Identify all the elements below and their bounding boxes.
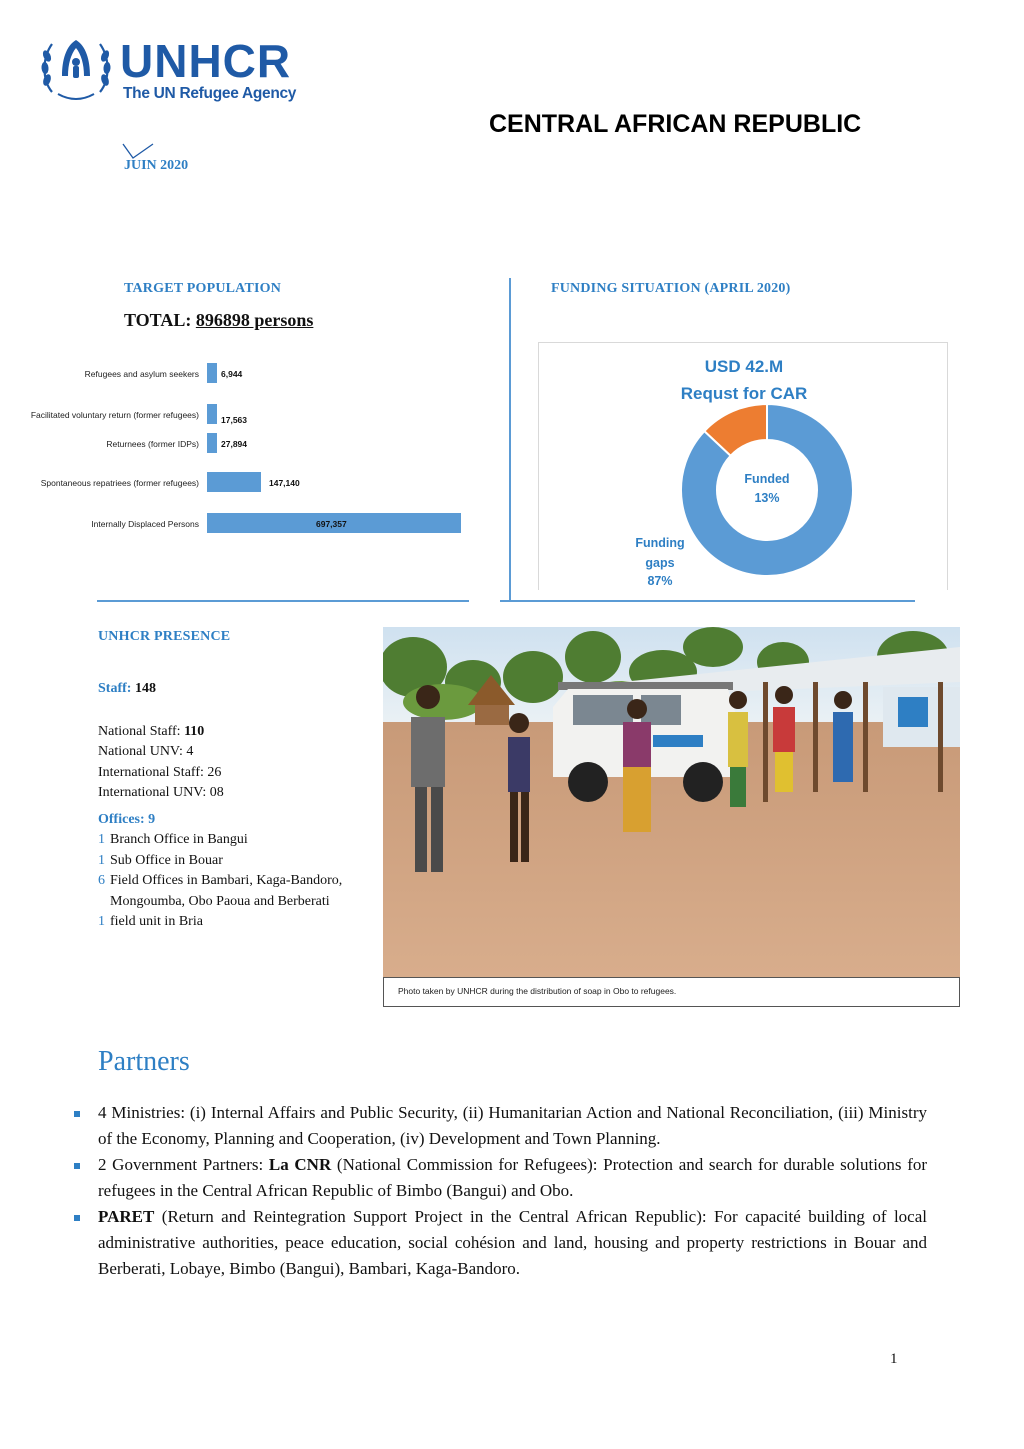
presence-details	[98, 679, 360, 933]
funding-request: Requst for CAR	[680, 384, 808, 403]
bar-value-label: 697,357	[316, 519, 347, 529]
bar-category-label: Spontaneous repatriees (former refugees)	[40, 478, 199, 488]
bar	[207, 433, 217, 453]
partner-item: 2 Government Partners: La CNR (National Commission for Refugees): Protection and search for durable solutions for refugees in the Central African Republic of Bimbo (Bangui) and Obo.	[70, 1152, 927, 1204]
office-list	[98, 830, 360, 933]
total-value: 896898 persons	[195, 310, 314, 330]
partners-list	[70, 1100, 927, 1282]
page-number: 1	[890, 1351, 898, 1367]
bar	[207, 363, 217, 383]
funded-label: Funded	[744, 472, 790, 486]
bar-value-label: 6,944	[221, 369, 243, 379]
bar-category-label: Facilitated voluntary return (former refugees)	[30, 410, 199, 420]
partners-heading: Partners	[98, 1046, 190, 1077]
office-item: 6 Field Offices in Bambari, Kaga-Bandoro, Mongoumba, Obo Paoua and Berberati	[98, 873, 343, 909]
offices-label: Offices: 9	[98, 811, 156, 827]
unhcr-logo	[38, 34, 318, 106]
presence-heading: UNHCR PRESENCE	[98, 629, 231, 644]
total-label: TOTAL:	[124, 310, 192, 330]
report-date: JUIN 2020	[124, 158, 189, 173]
bar-value-label: 17,563	[221, 415, 247, 425]
section-divider-left	[97, 600, 469, 602]
bullet-square-icon	[74, 1215, 80, 1221]
logo-title: UNHCR	[120, 35, 292, 87]
gap-label-2: gaps	[645, 556, 675, 570]
distribution-scene-image	[383, 627, 960, 977]
bullet-square-icon	[74, 1163, 80, 1169]
bar	[207, 472, 261, 492]
photo-caption-box	[383, 977, 960, 1007]
funding-heading: FUNDING SITUATION (APRIL 2020)	[551, 281, 791, 296]
bullet-square-icon	[74, 1111, 80, 1117]
bar-value-label: 147,140	[269, 478, 300, 488]
field-photo	[383, 627, 960, 977]
column-divider	[509, 278, 511, 600]
partner-item: 4 Ministries: (i) Internal Affairs and Public Security, (ii) Humanitarian Action and National Reconciliation, (iii) Ministry of the Economy, Planning and Cooperation, (iv) Development and Town Planning.	[70, 1100, 927, 1152]
funded-percent: 13%	[754, 491, 780, 505]
target-population-heading: TARGET POPULATION	[124, 281, 282, 296]
target-population-bar-chart	[0, 355, 470, 540]
funding-amount: USD 42.M	[704, 357, 784, 376]
staff-total: Staff: 148	[98, 681, 156, 696]
office-item: 1 field unit in Bria	[98, 914, 203, 929]
funding-chart-box	[538, 342, 948, 590]
bar-category-label: Refugees and asylum seekers	[84, 369, 199, 379]
international-staff: International Staff: 26	[98, 764, 222, 780]
laurel-emblem-icon	[38, 34, 114, 104]
gap-label: Funding	[635, 536, 685, 550]
page-title: CENTRAL AFRICAN REPUBLIC	[489, 110, 862, 138]
photo-caption: Photo taken by UNHCR during the distribution of soap in Obo to refugees.	[398, 986, 677, 996]
logo-subtitle: The UN Refugee Agency	[123, 85, 297, 102]
bar	[207, 404, 217, 424]
bar-category-label: Returnees (former IDPs)	[106, 439, 199, 449]
bar-category-label: Internally Displaced Persons	[91, 519, 199, 529]
international-unv: International UNV: 08	[98, 785, 224, 800]
section-divider-right	[500, 600, 915, 602]
bar-value-label: 27,894	[221, 439, 247, 449]
national-unv: National UNV: 4	[98, 744, 194, 759]
office-item: 1 Sub Office in Bouar	[98, 852, 223, 868]
office-item: 1 Branch Office in Bangui	[98, 832, 248, 847]
national-staff: National Staff: 110	[98, 723, 205, 739]
total-population	[124, 310, 313, 331]
gap-percent: 87%	[647, 574, 673, 588]
funding-donut-chart	[539, 343, 949, 591]
partner-item: PARET (Return and Reintegration Support Project in the Central African Republic): For capacité building of local administrative authorities, peace education, social cohésion and land, housing and property restrictions in Bouar and Berberati, Lobaye, Bimbo (Bangui), Bambari, Kaga-Bandoro.	[70, 1204, 927, 1282]
